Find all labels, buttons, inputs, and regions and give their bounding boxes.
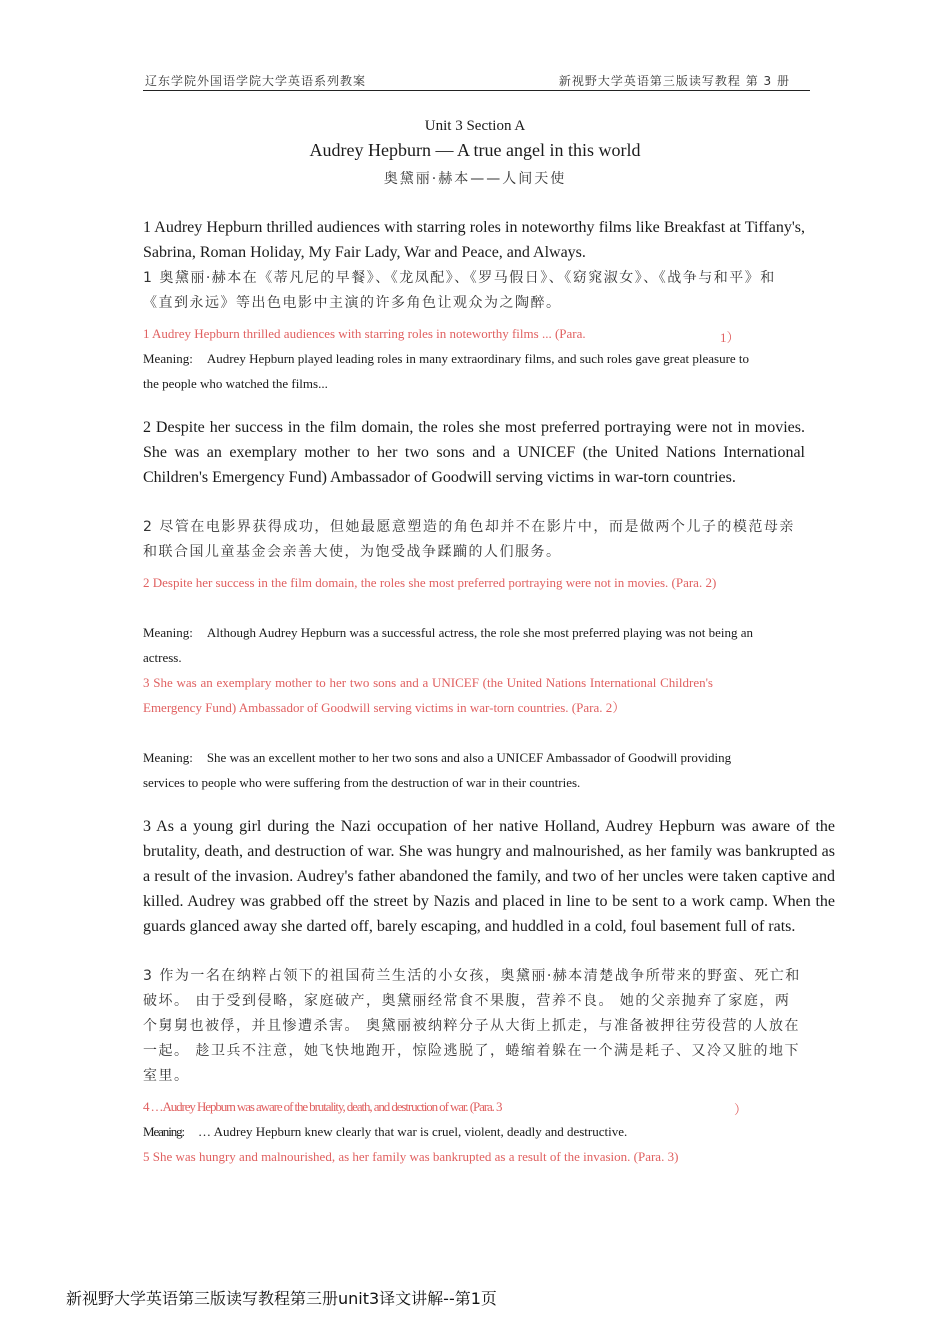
meaning-label: Meaning: [143, 750, 193, 765]
note-2-meaning [143, 620, 755, 670]
paragraph-1-chinese: 1 奥黛丽·赫本在《蒂凡尼的早餐》、《龙凤配》、《罗马假日》、《窈窕淑女》、《战争与和平》和《直到永远》等出色电影中主演的许多角色让观众为之陶醉。 [143, 270, 776, 311]
note-3-meaning [143, 745, 763, 795]
note-4-text: 4 …Audrey Hepburn was aware of the brutality, death, and destruction of war. (Para. 3 [143, 1099, 502, 1114]
note-3-text: 3 She was an exemplary mother to her two sons and a UNICEF (the United Nations International Children's Emergency Fund) Ambassador of Goodwill serving victims in war-torn countries. (Para. 2） [143, 675, 713, 715]
meaning-text: Audrey Hepburn played leading roles in many extraordinary films, and such roles gave great pleasure to the people who watched the films... [143, 351, 750, 391]
meaning-label: Meaning: [143, 625, 193, 640]
note-2-text: 2 Despite her success in the film domain, the roles she most preferred portraying were not in movies. (Para. 2) [143, 575, 717, 590]
chinese-title: 奥黛丽·赫本——人间天使 [383, 171, 567, 187]
unit-heading: Unit 3 Section A [424, 118, 526, 134]
paragraph-2-english: 2 Despite her success in the film domain, the roles she most preferred portraying were not in movies. She was an exemplary mother to her two sons and a UNICEF (the United Nations International Children's Emergency Fund) Ambassador of Goodwill serving victims in war-torn countries. [143, 419, 805, 486]
note-4-tail: ） [734, 1102, 748, 1117]
meaning-text: … Audrey Hepburn knew clearly that war is cruel, violent, deadly and destructive. [198, 1124, 628, 1139]
note-1-tail: 1） [720, 330, 740, 345]
page-title: Audrey Hepburn — A true angel in this world [309, 140, 641, 160]
paragraph-1-english: 1 Audrey Hepburn thrilled audiences with starring roles in noteworthy films like Breakfast at Tiffany's, Sabrina, Roman Holiday, My Fair Lady, War and Peace, and Always. [143, 219, 805, 261]
note-5-text: 5 She was hungry and malnourished, as her family was bankrupted as a result of the invasion. (Para. 3) [143, 1149, 679, 1164]
paragraph-3-chinese: 3 作为一名在纳粹占领下的祖国荷兰生活的小女孩，奥黛丽·赫本清楚战争所带来的野蛮、死亡和破坏。 由于受到侵略，家庭破产，奥黛丽经常食不果腹，营养不良。 她的父亲抛弃了家庭，两个舅舅也被俘，并且惨遭杀害。 奥黛丽被纳粹分子从大街上抓走，与准备被押往劳役营的人放在一起。 趁卫兵不注意，她飞快地跑开，惊险逃脱了，蜷缩着躲在一个满是耗子、又冷又脏的地下室里。 [143, 968, 801, 1084]
meaning-label: Meaning: [143, 351, 193, 366]
note-1-meaning [143, 346, 763, 396]
paragraph-3-english: 3 As a young girl during the Nazi occupation of her native Holland, Audrey Hepburn was aware of the brutality, death, and destruction of war. She was hungry and malnourished, as her family was bankrupted as a result of the invasion. Audrey's father abandoned the family, and two of her uncles were taken captive and killed. Audrey was grabbed off the street by Nazis and placed in line to be sent to a work camp. When the guards glanced away she darted off, barely escaping, and huddled in a cold, foul basement full of rats. [143, 818, 835, 935]
note-4-meaning [143, 1119, 763, 1144]
note-1-text: 1 Audrey Hepburn thrilled audiences with starring roles in noteworthy films ... (Para. [143, 326, 586, 341]
header-institution: 辽东学院外国语学院大学英语系列教案 [145, 74, 367, 88]
meaning-label: Meaning: [143, 1124, 185, 1139]
meaning-text: Although Audrey Hepburn was a successful actress, the role she most preferred playing was not being an actress. [143, 625, 754, 665]
page-footer: 新视野大学英语第三版读写教程第三册unit3译文讲解--第1页 [66, 1289, 497, 1308]
header-course: 新视野大学英语第三版读写教程 第 3 册 [558, 74, 790, 88]
paragraph-2-chinese: 2 尽管在电影界获得成功，但她最愿意塑造的角色却并不在影片中，而是做两个儿子的模范母亲和联合国儿童基金会亲善大使，为饱受战争蹂躏的人们服务。 [143, 519, 795, 560]
meaning-text: She was an excellent mother to her two sons and also a UNICEF Ambassador of Goodwill providing services to people who were suffering from the destruction of war in their countries. [143, 750, 732, 790]
page-header [143, 70, 810, 91]
